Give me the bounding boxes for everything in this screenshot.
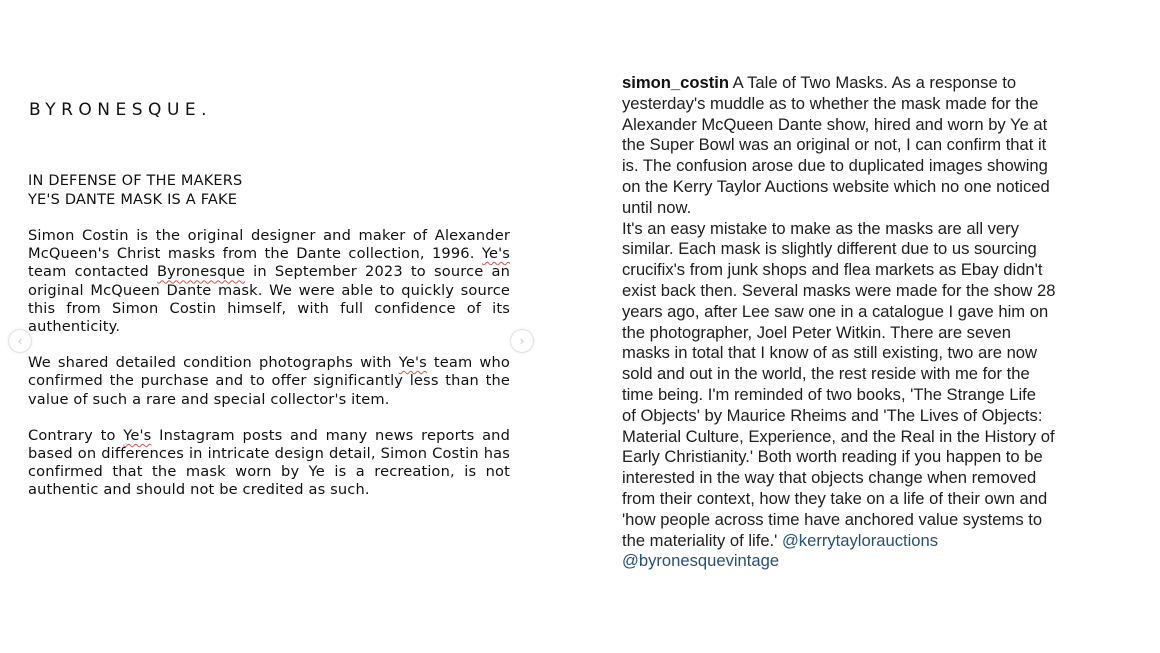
headline-line-1: IN DEFENSE OF THE MAKERS [28, 173, 243, 189]
statement-paragraph-3 [28, 427, 510, 500]
chevron-right-icon: › [519, 334, 525, 348]
p2-text-a: We shared detailed condition photographs with [28, 354, 399, 372]
statement-paragraph-1 [28, 227, 510, 336]
headline [28, 172, 510, 210]
statement-paragraph-2 [28, 354, 510, 409]
brand-logo: BYRONESQUE. [29, 100, 213, 120]
headline-line-2: YE'S DANTE MASK IS A FAKE [28, 192, 238, 208]
p3-text-a: Contrary to [28, 426, 124, 444]
p1-text-a: Simon Costin is the original designer and maker of Alexander McQueen's Christ masks from the Dante collection, 1996. [28, 227, 510, 263]
carousel-next-button[interactable] [510, 329, 534, 353]
caption-text-1: A Tale of Two Masks. As a response to yesterday's muddle as to whether the mask made for the Alexander McQueen Dante show, hired and worn by Ye at the Super Bowl was an original or not, I can confirm that it is. The confusion arose due to duplicated images showing on the Kerry Taylor Auctions website which no one noticed until now. [622, 73, 1050, 217]
caption-text-2: It's an easy mistake to make as the masks are all very similar. Each mask is slightly different due to us sourcing crucifix's from junk shops and flea markets as Ebay didn't exist back then. Several masks were made for the show 28 years ago, after Lee saw one in a catalogue I gave him on the photographer, Joel Peter Witkin. There are seven masks in total that I know of as still existing, two are now sold and out in the world, the rest reside with me for the time being. I'm reminded of two books, 'The Strange Life of Objects' by Maurice Rheims and 'The Lives of Objects: Material Culture, Experience, and the Real in the History of Early Christianity.' Both worth reading if you happen to be interested in the way that objects change when removed from their context, how they take on a life of their own and 'how people across time have anchored value systems to the materiality of life.' [622, 218, 1056, 550]
spellcheck-word-byronesque: Byronesque [156, 263, 246, 281]
byronesque-statement [28, 100, 510, 518]
carousel-prev-button[interactable] [8, 329, 32, 353]
spellcheck-word-ye: Ye's [481, 245, 510, 263]
p2-text-b: team who confirmed the purchase and to offer significantly less than the value of such a rare and special collector's item. [28, 354, 510, 408]
caption-paragraph-1 [622, 73, 1110, 219]
caption-username[interactable]: simon_costin [622, 73, 729, 92]
p1-text-b: team contacted [28, 263, 157, 281]
mention-kerrytaylorauctions[interactable]: @kerrytaylorauctions [781, 530, 939, 550]
spellcheck-word-ye: Ye's [398, 354, 427, 372]
p3-text-b: Instagram posts and many news reports and based on differences in intricate design detail, Simon Costin has confirmed that the mask worn by Ye is a recreation, is not authentic and should not be credited as such. [28, 426, 510, 499]
mention-byronesquevintage[interactable]: @byronesquevintage [622, 551, 780, 571]
spellcheck-word-ye: Ye's [123, 426, 152, 444]
p1-text-c: in September 2023 to source an original McQueen Dante mask. We were able to quickly source this from Simon Costin himself, with full confidence of its authenticity. [28, 263, 510, 336]
instagram-caption [622, 73, 1110, 572]
caption-paragraph-2 [622, 219, 1110, 573]
chevron-left-icon: ‹ [17, 334, 23, 348]
